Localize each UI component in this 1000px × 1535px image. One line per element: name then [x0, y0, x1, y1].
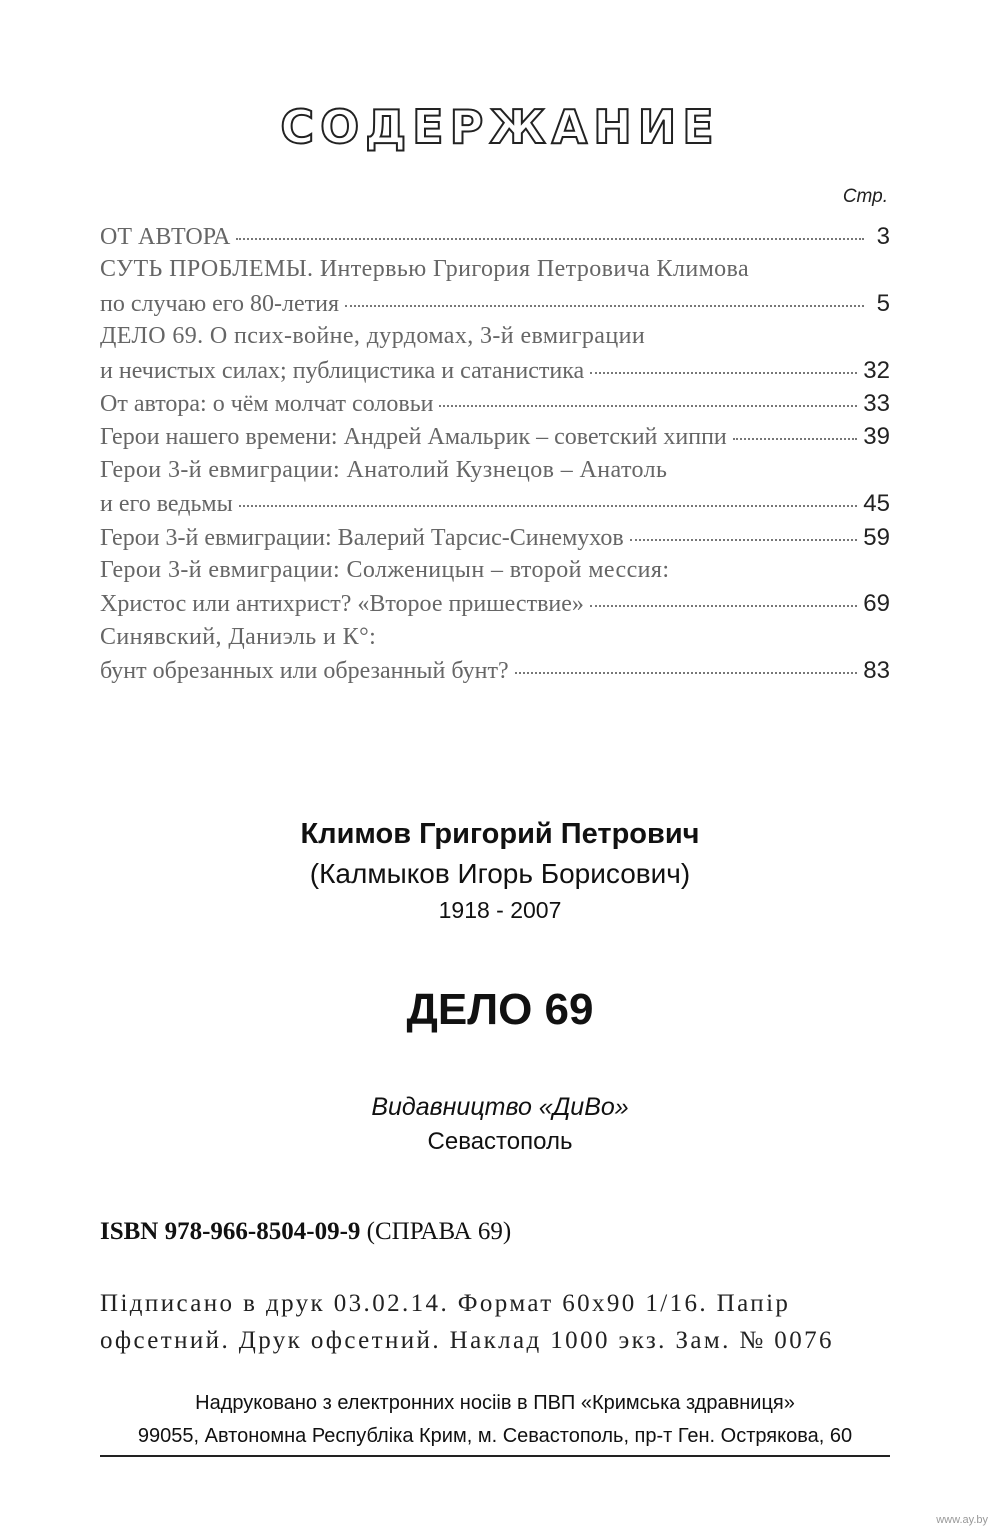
toc-title: СОДЕРЖАНИЕ [280, 100, 720, 154]
printer-address-line: 99055, Автономна Республіка Крим, м. Севастополь, пр-т Ген. Острякова, 60 [137, 1425, 853, 1447]
toc-entry-text: Герои 3-й евмиграции: Солженицын – второй мессия: [100, 556, 670, 583]
dot-leader [590, 371, 857, 374]
isbn-number: ISBN 978-966-8504-09-9 [100, 1218, 361, 1245]
print-details [100, 1285, 890, 1359]
toc-line [100, 323, 890, 356]
toc-entry-text: и нечистых силах; публицистика и сатанистика [100, 357, 585, 384]
print-details-line: офсетний. Друк офсетний. Наклад 1000 экз. Зам. № 0076 [100, 1327, 834, 1354]
dot-leader [345, 304, 864, 307]
book-title: ДЕЛО 69 [406, 985, 594, 1034]
toc-page-number: 69 [863, 590, 890, 618]
toc-line [100, 390, 890, 423]
dot-leader [439, 404, 857, 407]
dot-leader [236, 237, 864, 240]
toc-entry-text: по случаю его 80-летия [100, 290, 340, 317]
toc-entry-text: Герои 3-й евмиграции: Анатолий Кузнецов – Анатоль [100, 456, 668, 483]
toc-entry-text: Христос или антихрист? «Второе пришествие» [100, 591, 584, 618]
toc-entry-text: ОТ АВТОРА [100, 224, 231, 250]
dot-leader [733, 437, 858, 440]
toc-line [100, 290, 890, 323]
printer-info [100, 1387, 890, 1453]
toc-page-number: 33 [863, 389, 890, 417]
publisher-name: Видавництво «ДиВо» [371, 1093, 629, 1121]
author-name: Климов Григорий Петрович [300, 818, 700, 850]
toc-line [100, 557, 890, 590]
toc-line [100, 657, 890, 690]
dot-leader [630, 538, 858, 541]
toc-entry-text: От автора: о чём молчат соловьи [100, 390, 434, 417]
toc-line [100, 457, 890, 490]
toc-entry-text: бунт обрезанных или обрезанный бунт? [100, 658, 509, 685]
author-years: 1918 - 2007 [438, 897, 562, 923]
pages-column-label: Стр. [842, 186, 888, 207]
toc-page-number: 5 [876, 289, 890, 317]
toc-line [100, 624, 890, 657]
toc-line [100, 256, 890, 289]
dot-leader [515, 671, 858, 674]
toc-entry-text: Герои 3-й евмиграции: Валерий Тарсис-Синемухов [100, 524, 624, 551]
toc-line [100, 423, 890, 456]
toc-page-number: 3 [876, 223, 890, 250]
toc-line [100, 357, 890, 390]
toc-entry-text: СУТЬ ПРОБЛЕМЫ. Интервью Григория Петровича Климова [100, 256, 750, 283]
toc-page-number: 32 [863, 356, 890, 384]
toc-entry-text: Герои нашего времени: Андрей Амальрик – советский хиппи [100, 424, 727, 451]
table-of-contents [100, 223, 890, 690]
toc-page-number: 39 [863, 423, 890, 451]
print-details-line: Підписано в друк 03.02.14. Формат 60х90 1/16. Папір [100, 1290, 791, 1317]
toc-line [100, 590, 890, 623]
toc-page-number: 59 [863, 523, 890, 551]
toc-entry-text: ДЕЛО 69. О псих-войне, дурдомах, 3-й евмиграции [100, 323, 646, 350]
toc-entry-text: и его ведьмы [100, 491, 233, 518]
bottom-divider [100, 1455, 890, 1457]
toc-entry-text: Синявский, Даниэль и К°: [100, 623, 377, 650]
toc-line [100, 524, 890, 557]
toc-page-number: 83 [863, 657, 890, 685]
isbn-note: (СПРАВА 69) [366, 1218, 512, 1245]
toc-page-number: 45 [863, 490, 890, 518]
printer-info-line: Надруковано з електронних носіів в ПВП «Кримська здравниця» [195, 1392, 795, 1414]
publisher-city: Севастополь [427, 1128, 573, 1155]
dot-leader [239, 504, 858, 507]
site-watermark: www.ay.by [936, 1514, 988, 1526]
toc-line [100, 223, 890, 256]
author-real-name: (Калмыков Игорь Борисович) [309, 858, 691, 889]
dot-leader [590, 604, 857, 607]
toc-line [100, 490, 890, 523]
isbn-line [100, 1218, 511, 1246]
